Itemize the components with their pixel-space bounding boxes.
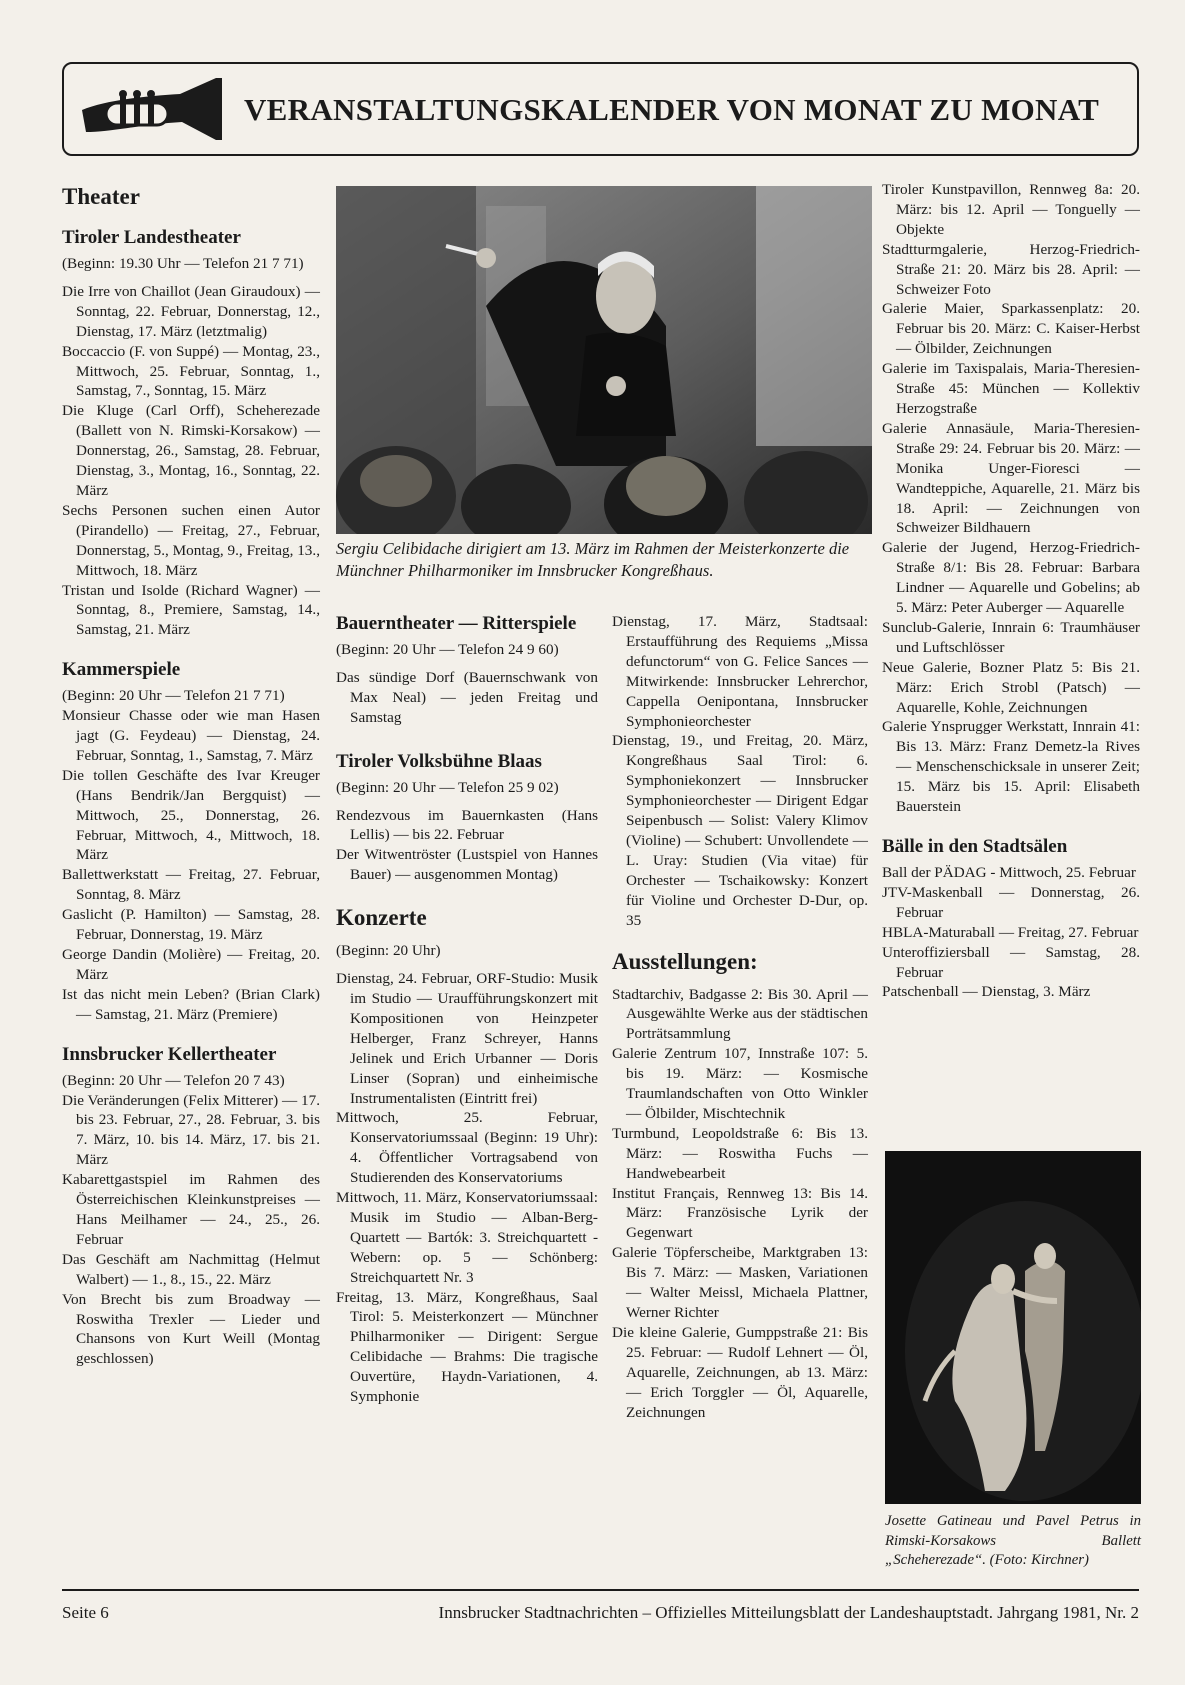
venue-title: Bauerntheater — Ritterspiele bbox=[336, 613, 577, 634]
column-middle-left bbox=[336, 612, 598, 1407]
masthead bbox=[62, 62, 1139, 156]
photo-caption: Josette Gatineau und Pavel Petrus in Rimski-Korsakows Ballett „Scheherezade“. (Foto: Kirchner) bbox=[885, 1513, 1141, 1569]
list-item: Patschenball — Dienstag, 3. März bbox=[882, 983, 1091, 1001]
venue-title: Bälle in den Stadtsälen bbox=[882, 836, 1068, 857]
page-title: VERANSTALTUNGSKALENDER VON MONAT ZU MONAT bbox=[244, 92, 1100, 127]
list-item: JTV-Maskenball — Donnerstag, 26. Februar bbox=[882, 883, 1140, 921]
photo-caption: Sergiu Celibidache dirigiert am 13. März im Rahmen der Meisterkonzerte die Münchner Philharmoniker im Innsbrucker Kongreßhaus. bbox=[336, 539, 850, 580]
list-item: Ist das nicht mein Leben? (Brian Clark) — Samstag, 21. März (Premiere) bbox=[62, 985, 320, 1023]
list-item: Die Kluge (Carl Orff), Scheherezade (Ballett von N. Rimski-Korsakow) — Donnerstag, 26., Samstag, 28. Februar, Dienstag, 3., Montag, 16., Sonntag, 22. März bbox=[62, 402, 320, 499]
column-right bbox=[882, 180, 1140, 1002]
venue-note: (Beginn: 20 Uhr) bbox=[336, 942, 441, 960]
list-item: Sechs Personen suchen einen Autor (Pirandello) — Freitag, 27., Februar, Donnerstag, 5., Montag, 9., Freitag, 13., Mittwoch, 18. März bbox=[62, 501, 320, 579]
venue-title: Tiroler Landestheater bbox=[62, 227, 241, 248]
footer-divider bbox=[62, 1589, 1139, 1591]
list-item: Institut Français, Rennweg 13: Bis 14. März: Französische Lyrik der Gegenwart bbox=[612, 1184, 868, 1242]
list-item: Tristan und Isolde (Richard Wagner) — Sonntag, 8., Premiere, Samstag, 14., Samstag, 21. März bbox=[62, 581, 320, 639]
list-item: Die Irre von Chaillot (Jean Giraudoux) — Sonntag, 22. Februar, Donnerstag, 12., Dienstag, 17. März (letztmalig) bbox=[62, 282, 320, 340]
list-item: Unteroffiziersball — Samstag, 28. Februar bbox=[882, 943, 1140, 981]
list-item: Stadtturmgalerie, Herzog-Friedrich-Straße 21: 20. März bis 28. April: — Schweizer Foto bbox=[882, 240, 1140, 298]
list-item: George Dandin (Molière) — Freitag, 20. März bbox=[62, 946, 320, 983]
list-item: Von Brecht bis zum Broadway — Roswitha Trexler — Lieder und Chansons von Kurt Weill (Montag geschlossen) bbox=[62, 1290, 320, 1368]
list-item: Galerie im Taxispalais, Maria-Theresien-Straße 45: München — Kollektiv Herzogstraße bbox=[882, 360, 1140, 417]
venue-note: (Beginn: 20 Uhr — Telefon 25 9 02) bbox=[336, 778, 559, 796]
list-item: Galerie Töpferscheibe, Marktgraben 13: Bis 7. März: — Masken, Variationen — Walter Meissl, Michaela Plattner, Werner Richter bbox=[612, 1244, 868, 1321]
list-item: Rendezvous im Bauernkasten (Hans Lellis) — bis 22. Februar bbox=[336, 806, 598, 844]
ballet-photo bbox=[885, 1151, 1141, 1504]
venue-note: (Beginn: 20 Uhr — Telefon 21 7 71) bbox=[62, 687, 285, 705]
venue-title: Kammerspiele bbox=[62, 659, 181, 681]
list-item: Gaslicht (P. Hamilton) — Samstag, 28. Februar, Donnerstag, 19. März bbox=[62, 906, 320, 944]
list-item: Die tollen Geschäfte des Ivar Kreuger (Hans Bendrik/Jan Bergquist) — Mittwoch, 25., Donnerstag, 26. Februar, Mittwoch, 4., Mittwoch, 18. März bbox=[62, 766, 320, 864]
list-item: Mittwoch, 25. Februar, Konservatoriumssaal (Beginn: 19 Uhr): 4. Öffentlicher Vortragsabend von Studierenden des Konservatoriums bbox=[336, 1109, 598, 1187]
list-item: Galerie Zentrum 107, Innstraße 107: 5. bis 19. März: — Kosmische Traumlandschaften von Otto Winkler — Ölbilder, Mischtechnik bbox=[612, 1045, 868, 1122]
section-heading-ausstellungen: Ausstellungen: bbox=[612, 948, 758, 974]
list-item: Galerie Ynsprugger Werkstatt, Innrain 41: Bis 13. März: Franz Demetz-la Rives — Menschenschicksale in unserer Zeit; 15. März bis 15. April: Elisabeth Bauerstein bbox=[882, 718, 1140, 816]
list-item: Boccaccio (F. von Suppé) — Montag, 23., Mittwoch, 25. Februar, Sonntag, 1., Samstag, 7., Sonntag, 15. März bbox=[62, 342, 320, 400]
venue-title: Tiroler Volksbühne Blaas bbox=[336, 750, 542, 772]
list-item: Die kleine Galerie, Gumppstraße 21: Bis 25. Februar: — Rudolf Lehnert — Öl, Aquarelle, Zeichnungen, ab 13. März: — Erich Torggler — Öl, Aquarelle, Zeichnungen bbox=[612, 1323, 868, 1421]
venue-note: (Beginn: 20 Uhr — Telefon 20 7 43) bbox=[62, 1071, 285, 1089]
publication-line: Innsbrucker Stadtnachrichten – Offizielles Mitteilungsblatt der Landeshauptstadt. Jahrgang 1981, Nr. 2 bbox=[438, 1603, 1139, 1622]
venue-note: (Beginn: 19.30 Uhr — Telefon 21 7 71) bbox=[62, 255, 304, 272]
list-item: Galerie Maier, Sparkassenplatz: 20. Februar bis 20. März: C. Kaiser-Herbst — Ölbilder, Zeichnungen bbox=[882, 300, 1140, 358]
list-item: Stadtarchiv, Badgasse 2: Bis 30. April — Ausgewählte Werke aus der städtischen Porträtsammlung bbox=[612, 985, 868, 1043]
list-item: Der Witwentröster (Lustspiel von Hannes Bauer) — ausgenommen Montag) bbox=[336, 846, 598, 884]
ballet-photo-icon bbox=[885, 1151, 1141, 1504]
list-item: Galerie Annasäule, Maria-Theresien-Straße 29: 24. Februar bis 20. März: — Monika Unger-Fioresci — Wandteppiche, Aquarelle, 21. März bis 18. April: — Zeichnungen von Schweizer Bildhauern bbox=[882, 419, 1140, 537]
tuba-logo-icon bbox=[76, 70, 228, 152]
column-middle-right bbox=[612, 612, 868, 1422]
page-number: Seite 6 bbox=[62, 1603, 109, 1622]
list-item: Galerie der Jugend, Herzog-Friedrich-Straße 8/1: Bis 28. Februar: Barbara Lindner — Aquarelle und Gobelins; ab 5. März: Peter Auberger — Aquarelle bbox=[882, 539, 1140, 617]
section-heading-konzerte: Konzerte bbox=[336, 905, 427, 931]
list-item: Dienstag, 17. März, Stadtsaal: Erstaufführung des Requiems „Missa defunctorum“ von G. Felice Sances — Mitwirkende: Innsbrucker Lehrerchor, Cappella Oenipontana, Innsbrucker Symphonieorchester bbox=[612, 613, 868, 730]
venue-title: Innsbrucker Kellertheater bbox=[62, 1043, 277, 1065]
list-item: Ballettwerkstatt — Freitag, 27. Februar, Sonntag, 8. März bbox=[62, 866, 320, 904]
list-item: Freitag, 13. März, Kongreßhaus, Saal Tirol: 5. Meisterkonzert — Münchner Philharmoniker — Dirigent: Sergue Celibidache — Brahms: Die tragische Ouvertüre, Haydn-Variationen, 4. Symphonie bbox=[336, 1288, 598, 1406]
list-item: Neue Galerie, Bozner Platz 5: Bis 21. März: Erich Strobl (Patsch) — Aquarelle, Kohle, Zeichnungen bbox=[882, 658, 1140, 716]
list-item: Turmbund, Leopoldstraße 6: Bis 13. März: — Roswitha Fuchs — Handwebearbeit bbox=[612, 1124, 868, 1182]
conductor-photo bbox=[336, 186, 872, 534]
list-item: Ball der PÄDAG - Mittwoch, 25. Februar bbox=[882, 864, 1136, 881]
list-item: Tiroler Kunstpavillon, Rennweg 8a: 20. März: bis 12. April — Tonguelly — Objekte bbox=[882, 181, 1140, 238]
list-item: Monsieur Chasse oder wie man Hasen jagt (G. Feydeau) — Dienstag, 24. Februar, Sonntag, 1., Samstag, 7. März bbox=[62, 707, 320, 764]
list-item: Dienstag, 24. Februar, ORF-Studio: Musik im Studio — Uraufführungskonzert mit Kompositionen von Heinzpeter Helberger, Franz Schreyer, Hanns Jelinek und Erich Urbanner — Doris Linser (Sopran) und einheimische Instrumentalisten (Eintritt frei) bbox=[336, 970, 598, 1107]
section-heading-theater: Theater bbox=[62, 184, 140, 209]
list-item: Das sündige Dorf (Bauernschwank von Max Neal) — jeden Freitag und Samstag bbox=[336, 668, 598, 726]
list-item: Dienstag, 19., und Freitag, 20. März, Kongreßhaus Saal Tirol: 6. Symphoniekonzert — Innsbrucker Symphonieorchester — Dirigent Edgar Seipenbusch — Solist: Valery Klimov (Violine) — Schubert: Unvollendete — L. Uray: Studien (Via vitae) für Orchester — Tschaikowsky: Konzert für Violine und Orchester D-Dur, op. 35 bbox=[612, 732, 868, 929]
venue-note: (Beginn: 20 Uhr — Telefon 24 9 60) bbox=[336, 641, 559, 658]
column-theater bbox=[62, 180, 320, 1369]
list-item: Sunclub-Galerie, Innrain 6: Traumhäuser und Luftschlösser bbox=[882, 618, 1140, 656]
list-item: Die Veränderungen (Felix Mitterer) — 17. bis 23. Februar, 27., 28. Februar, 3. bis 7. März, 10. bis 14. März, 17. bis 21. März bbox=[62, 1091, 320, 1169]
list-item: Kabarettgastspiel im Rahmen des Österreichischen Kleinkunstpreises — Hans Meilhamer — 24., 25., 26. Februar bbox=[62, 1171, 320, 1248]
list-item: Mittwoch, 11. März, Konservatoriumssaal: Musik im Studio — Alban-Berg-Quartett — Bartók: 3. Streichquartett - Webern: op. 5 — Schönberg: Streichquartett Nr. 3 bbox=[336, 1189, 598, 1286]
list-item: Das Geschäft am Nachmittag (Helmut Walbert) — 1., 8., 15., 22. März bbox=[62, 1250, 320, 1288]
footer bbox=[62, 1603, 1139, 1627]
conductor-photo-icon bbox=[336, 186, 872, 534]
list-item: HBLA-Maturaball — Freitag, 27. Februar bbox=[882, 923, 1139, 941]
